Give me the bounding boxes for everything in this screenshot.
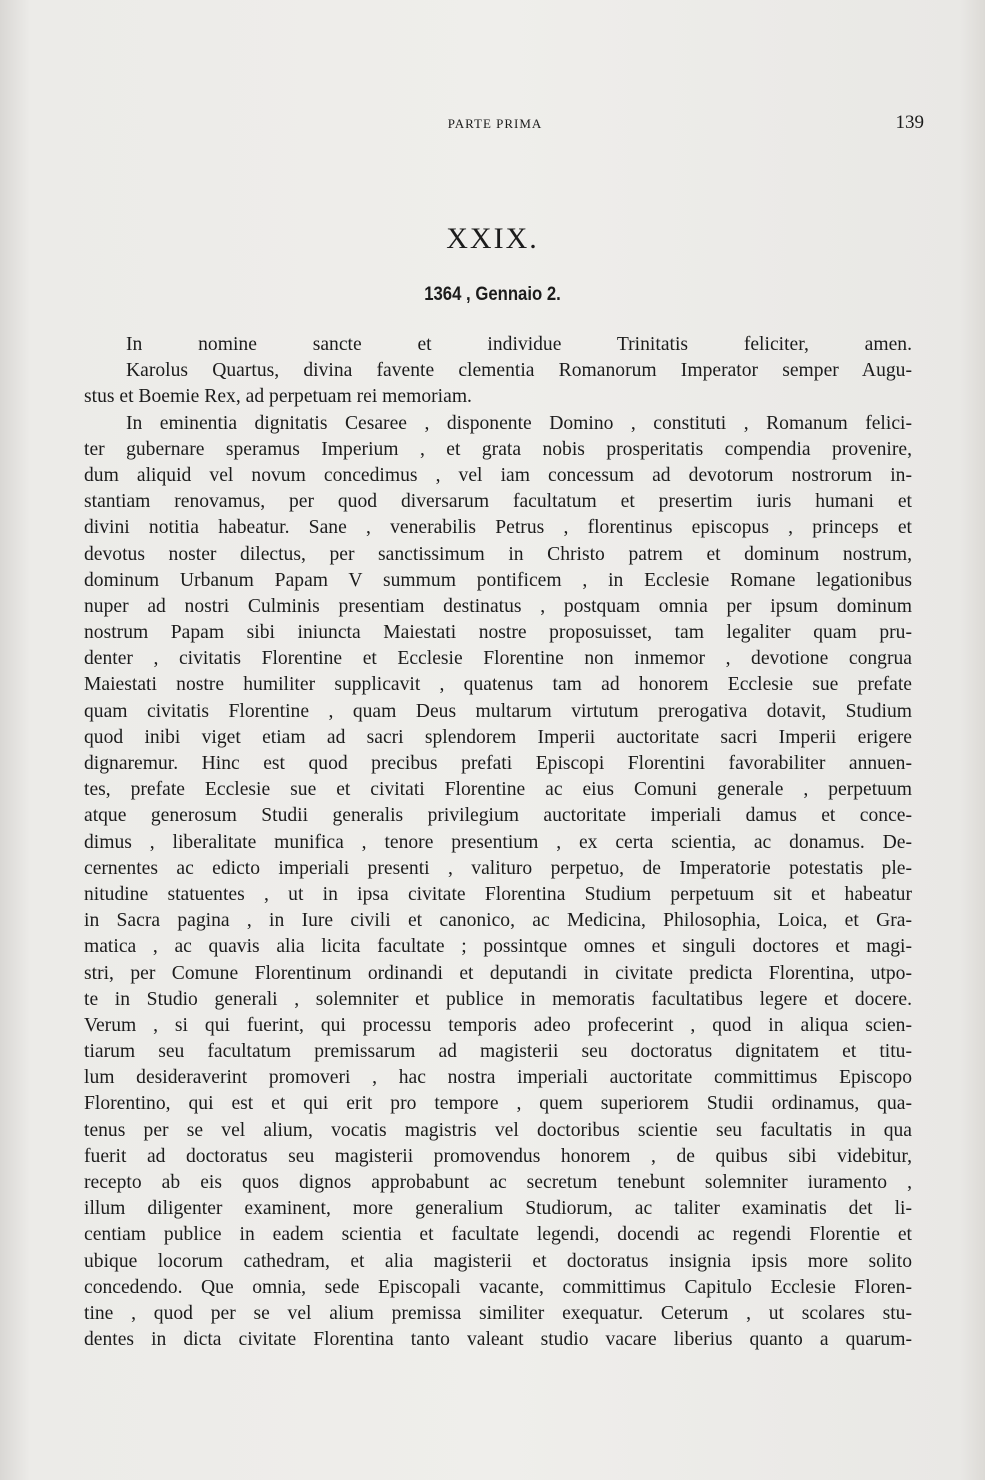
text-line: denter , civitatis Florentine et Ecclesie Florentine non inmemor , devotione congrua [84,648,912,670]
text-line: Florentino, qui est et qui erit pro tempore , quem superiorem Studii ordinamus, qua- [84,1093,912,1115]
text-line: stantiam renovamus, per quod diversarum facultatum et presertim iuris humani et [84,491,912,513]
text-line: stus et Boemie Rex, ad perpetuam rei memoriam. [84,386,472,408]
text-line: nuper ad nostri Culminis presentiam destinatus , postquam omnia per ipsum dominum [84,595,912,617]
text-line: cernentes ac edicto imperiali presenti , valituro perpetuo, de Imperatorie potestatis ple- [84,857,912,879]
text-line: illum diligenter examinent, more generalium Studiorum, ac taliter examinatis det li- [84,1198,912,1220]
text-line: recepto ab eis quos dignos approbabunt ac secretum tenebunt solemniter iuramento , [84,1172,912,1193]
text-line: tine , quod per se vel alium premissa similiter exequatur. Ceterum , ut scolares stu- [84,1302,912,1324]
text-line: ubique locorum cathedram, et alia magisterii et doctoratus insignia ipsis more solito [84,1250,912,1272]
text-line: nitudine statuentes , ut in ipsa civitate Florentina Studium perpetuum sit et habeatur [84,883,912,905]
text-line: tenus per se vel alium, vocatis magistris vel doctoribus scientie seu facultatis in qua [84,1119,912,1141]
text-line: matica , ac quavis alia licita facultate ; possintque omnes et singuli doctores et magi- [84,936,912,958]
text-line: divini notitia habeatur. Sane , venerabilis Petrus , florentinus episcopus , princeps et [84,517,912,539]
text-line: dum aliquid vel novum concedimus , vel iam concessum ad devotorum nostrorum in- [84,464,912,486]
text-line: dignaremur. Hinc est quod precibus prefati Episcopi Florentini favorabiliter annuen- [84,753,912,774]
page-number: 139 [895,112,924,133]
text-line: devotus noster dilectus, per sanctissimum in Christo patrem et dominum nostrum, [84,543,912,565]
text-line: atque generosum Studii generalis privilegium auctoritate imperiali damus et conce- [84,805,912,827]
text-line: Maiestati nostre humiliter supplicavit , quatenus tam ad honorem Ecclesie sue prefate [84,674,912,696]
document-body [84,332,912,1353]
text-line: tiarum seu facultatum premissarum ad magisterii seu doctoratus dignitatem et titu- [84,1041,912,1063]
text-line: in Sacra pagina , in Iure civili et canonico, ac Medicina, Philosophia, Loica, et Gra- [84,910,912,932]
text-line: quod inibi viget etiam ad sacri splendorem Imperii auctoritate sacri Imperii erigere [84,726,912,748]
document-number: XXIX. [446,222,539,255]
text-line: te in Studio generali , solemniter et publice in memoratis facultatibus legere et docere. [84,988,912,1010]
text-line: centiam publice in eadem scientia et facultate legendi, docendi ac regendi Florentie et [84,1224,912,1246]
text-line: In eminentia dignitatis Cesaree , disponente Domino , constituti , Romanum felici- [126,412,912,434]
text-line: tes, prefate Ecclesie sue et civitati Florentine ac eius Comuni generale , perpetuum [84,779,912,801]
text-line: stri, per Comune Florentinum ordinandi et deputandi in civitate predicta Florentina, utpo- [84,962,912,984]
running-head [0,114,985,134]
text-line: dentes in dicta civitate Florentina tanto valeant studio vacare liberius quanto a quarum- [84,1329,912,1351]
running-title: PARTE PRIMA [447,116,543,131]
text-line: Verum , si qui fuerint, qui processu temporis adeo profecerint , quod in aliqua scien- [84,1014,912,1036]
text-line: Karolus Quartus, divina favente clementia Romanorum Imperator semper Augu- [126,360,912,382]
text-line: quam civitatis Florentine , quam Deus multarum virtutum prerogativa dotavit, Studium [84,700,912,722]
text-line: concedendo. Que omnia, sede Episcopali vacante, committimus Capitulo Ecclesie Floren- [84,1276,912,1298]
text-line: lum desideraverint promoveri , hac nostra imperiali auctoritate committimus Episcopo [84,1067,912,1089]
text-line: nostrum Papam sibi iniuncta Maiestati nostre proposuisset, tam legaliter quam pru- [84,622,912,644]
text-line: In nomine sancte et individue Trinitatis feliciter, amen. [126,334,912,355]
text-line: fuerit ad doctoratus seu magisterii promovendus honorem , de quibus sibi videbitur, [84,1145,912,1167]
text-line: ter gubernare speramus Imperium , et grata nobis prosperitatis compendia provenire, [84,438,912,460]
text-line: dimus , liberalitate munifica , tenore presentium , ex certa scientia, ac donamus. De- [84,831,912,853]
document-date: 1364 , Gennaio 2. [424,284,561,305]
text-line: dominum Urbanum Papam V summum pontificem , in Ecclesie Romane legationibus [84,569,912,591]
